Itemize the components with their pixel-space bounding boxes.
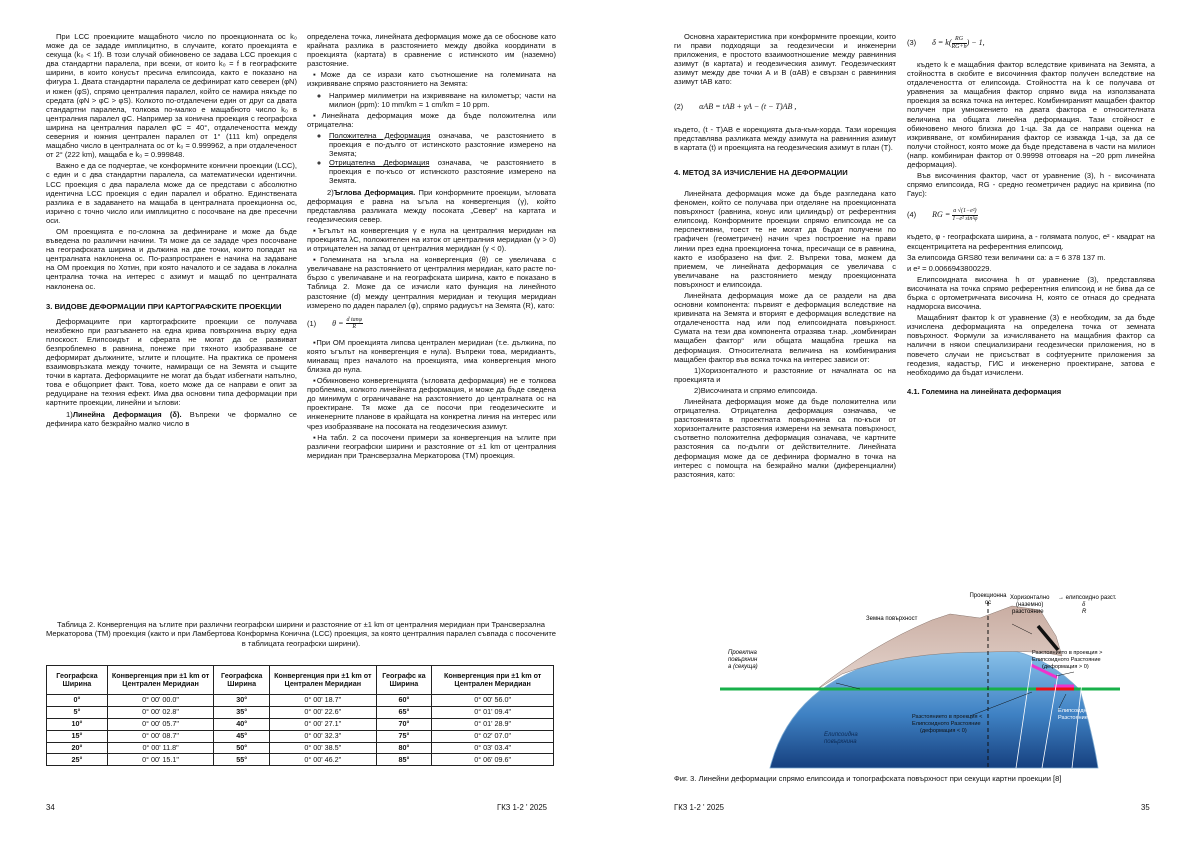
convergence-table — [46, 665, 554, 766]
text: Въпреки че формално се дефинира като безкрайно малко число в — [46, 409, 297, 428]
label-ellipsoid-dist: Елипсоидно — [1058, 708, 1090, 714]
denominator: RG+h — [951, 43, 967, 50]
label-ellipsoid-surface: Елипсоидна — [824, 732, 858, 738]
label-horizontal: Хоризонтално — [1010, 595, 1050, 601]
paragraph: определена точка, линейната деформация може да се обоснове като крайната разлика в разстоянието между двойка координати в проекцията (картата) в сравнение с истинското им (наземно) разстояние. — [307, 32, 556, 69]
table-header-row — [47, 666, 554, 695]
table-row — [47, 730, 554, 742]
latitude-cell: 75° — [376, 730, 432, 742]
figure-3-diagram — [720, 590, 1120, 770]
figure-caption: Фиг. 3. Линейни деформации спрямо елипсоида и топографската повърхност при секущи картни проекции [8] — [674, 774, 1062, 783]
latitude-cell: 55° — [214, 754, 270, 766]
journal-footer: ГКЗ 1-2 ' 2025 — [497, 803, 547, 812]
label-positive: Елипсоидното Разстояние — [1032, 657, 1101, 663]
paragraph: Линейната деформация може да бъде разгледана като феномен, който се получава при отделяне на проекционната повърхност (равнина, конус или цилиндър) от референтния елипсоид. Конформните проекции спрямо елипсоида не са перспективни, тоест те не могат да бъдат получени по графичен (геометричен) начин чрез построение на прави линии през една проекционна точка, пресичащи се в равнина, както е изобразено на фиг. 2. Въпреки това, можем да приемем, че линейната деформация се увеличава с увеличаване на разстоянието между проекционната повърхност и елипсоида. — [674, 188, 896, 289]
journal-footer: ГКЗ 1-2 ' 2025 — [674, 803, 724, 812]
latitude-cell: 30° — [214, 695, 270, 707]
label-negative: Елипсоидното Разстояние — [912, 721, 981, 727]
equation-lhs: RG = — [932, 210, 951, 220]
denominator: R — [352, 324, 357, 331]
table-header: Конвергенция при ±1 km от Централен Меридиан — [107, 666, 213, 695]
paragraph: и e² = 0.0066943800229. — [907, 263, 992, 273]
latitude-cell: 0° — [47, 695, 108, 707]
text: означава, че разстоянието в проекция е по-късо от истинското разстояние измерено на Земята. — [329, 158, 556, 186]
convergence-cell: 0° 00' 38.5" — [270, 742, 376, 754]
paragraph: Деформациите при картографските проекции се получава неизбежно при разгъването на една крива повърхнина върху една плоскост. Елипсоидът и сферата не могат да се развиват безпроблемно в равнина, понеже при тяхното изобразяване се деформират дължините, ъглите и площите. На практика се променя взаимовръзката между точките, намиращи се на Земята и същите точки в картата. Деформациите не могат да бъдат избегнати напълно, това е общоприет факт. Това, което може да се направи е опит за редуциране на техния ефект. Има два основни типа деформации при картните проекции, линейни и ъглови: — [46, 316, 297, 408]
paragraph: 2)Височината и спрямо елипсоида. — [694, 385, 818, 395]
convergence-cell: 0° 00' 15.1" — [107, 754, 213, 766]
page-number: 34 — [46, 803, 55, 812]
latitude-cell: 45° — [214, 730, 270, 742]
equation-lhs: θ = — [332, 318, 344, 328]
label-horizontal: разстояние — [1012, 609, 1044, 615]
subsection-heading: 4.1. Големина на линейната деформация — [907, 386, 1062, 396]
table-row — [47, 742, 554, 754]
denominator: 1−e² sin²φ — [952, 215, 978, 222]
table-header: Конвергенция при ±1 km от Централен Меридиан — [270, 666, 376, 695]
label-negative: (деформация < 0) — [920, 728, 967, 734]
legend-delta: δ — [1082, 602, 1086, 608]
label-ellipsoid-surface: повърхнина — [824, 739, 857, 745]
paragraph: Важно е да се подчертае, че конформните конични проекции (LCC), с един и с два стандартни паралела, са математически идентични. LCC проекция с два паралела може да се представи с абсолютно идентична LCC проекция с един паралел и обратно. Единствената разлика е в задаването на мащаба в централната проекционна ос, изрично с точно число или имплицитно с посочване на две пресечни оси. — [46, 161, 297, 225]
label-horizontal: (наземно) — [1016, 602, 1044, 608]
paragraph: където, φ - географската ширина, a - голямата полуос, e² - квадрат на ексцентрицитета на референтния елипсоид. — [907, 232, 1155, 251]
convergence-cell: 0° 00' 05.7" — [107, 718, 213, 730]
label-positive: (деформация > 0) — [1042, 664, 1089, 670]
convergence-cell: 0° 00' 22.6" — [270, 706, 376, 718]
latitude-cell: 80° — [376, 742, 432, 754]
bullet: ▪При ОМ проекцията липсва централен меридиан (т.е. дължина, по която ъгълът на конвергенция е нула). Въпреки това, меридиантъ, минаващ през началото на проекцията, има конвергенция много близка до нула. — [307, 337, 556, 374]
numerator: d tanφ — [346, 316, 362, 323]
paragraph — [307, 188, 556, 224]
latitude-cell: 35° — [214, 706, 270, 718]
page-number: 35 — [1141, 803, 1150, 812]
fraction — [346, 317, 364, 331]
paragraph: Елипсоидната височина h от уравнение (3), представлява височината на точка спрямо референтния елипсоид и не бива да се бърка с ортометричната височина H, която се отнася до средната надморска височина. — [907, 274, 1155, 312]
list-item: ◦ Например милиметри на изкривяване на километър; части на милион (ppm): 10 mm/km = 1 cm/km = 10 ppm. — [329, 91, 556, 109]
table-header: Конвергенция при ±1 km от Централен Меридиан — [432, 666, 554, 695]
convergence-cell: 0° 00' 18.7" — [270, 695, 376, 707]
label-surface: Земна повърхност — [866, 616, 918, 622]
paragraph: Мащабният фактор k от уравнение (3) е необходим, за да бъде изчислена деформацията на определена точка от земната повърхност. Формули за изчисляването на мащабния фактор са налични в някои специализирани геодезически приложения, но в повечето случаи не присъстват в софтуерните приложения за геодезия, кадастър, ГИС и инженерно проектиране, затова е необходимо да бъдат изчислени. — [907, 313, 1155, 377]
equation-4 — [907, 208, 1155, 222]
table-header: Географс ка Ширина — [376, 666, 432, 695]
paragraph: Основна характеристика при конформните проекции, които ги прави подходящи за геодезически и инженерни приложения, е простото взаимоотношение между равнинния азимут (в картата) и геодезическия азимут. Геодезическият азимут между две точки А и В (αAB) е свързан с равнинния азимут tAB като: — [674, 32, 896, 87]
fraction — [952, 36, 967, 50]
convergence-cell: 0° 01' 09.4" — [432, 706, 554, 718]
table-row — [47, 718, 554, 730]
label-ellipsoid-dist: Разстояние — [1058, 715, 1088, 721]
numerator: a √(1−e²) — [953, 208, 977, 215]
convergence-cell: 0° 03' 03.4" — [432, 742, 554, 754]
paragraph: 1)Хоризонталното и разстояние от началната ос на проекцията и — [674, 365, 896, 384]
convergence-cell: 0° 00' 56.0" — [432, 695, 554, 707]
list-number: 2) — [327, 187, 334, 197]
paragraph: Във височинния фактор, част от уравнение (3), h - височината спрямо елипсоида, RG - средно геометричен радиус на кривина (по Гаус): — [907, 171, 1155, 199]
right-column-1 — [674, 32, 896, 481]
sub-list — [307, 91, 556, 109]
paragraph: Линейната деформация може да се раздели на два основни компонента: първият е деформация вследствие на кривината на Земята и вторият е деформация вследствие на отдалечеността над или под елипсоидната повърхност. Сумата на тези два компонента отразява т.нар. „комбиниран мащабен фактор“ или общата мащабна грешка на деформация. Относителната величина на комбинирания мащабен фактор във всяка точка на интерес зависи от: — [674, 290, 896, 364]
sub-list — [307, 131, 556, 186]
convergence-cell: 0° 00' 11.8" — [107, 742, 213, 754]
bullet: ▪На табл. 2 са посочени примери за конвергенция на ъглите при различни географски ширини и разстояние от ±1 km от централния меридиан при Трансверзална Меркаторова (ТМ) проекция. — [307, 432, 556, 460]
list-item — [329, 158, 556, 185]
legend-r: R — [1082, 609, 1087, 615]
label-projection: а (секуща) — [728, 664, 758, 670]
equation-number: (4) — [907, 210, 917, 220]
convergence-cell: 0° 06' 09.6" — [432, 754, 554, 766]
paragraph: Линейната деформация може да бъде положителна или отрицателна. Отрицателна деформация означава, че разстоянията в проектната повърхнина са по-къси от хоризонталните разстояния измерени на земната повърхност, съответно положителна деформация означава, че картните разстояния са по-дълги от действителните. Линейната деформация може да се дефинира формално в точка на интерес с помощта на безкрайно малки (диференциални) разстояния, като: — [674, 397, 896, 479]
legend-ellipsoid: → елипсоидно разст. — [1058, 595, 1117, 601]
left-column-2 — [307, 32, 556, 462]
paragraph: където k е мащабния фактор вследствие кривината на Земята, а стойността в скобите е височинния фактор получен вследствие на отдалечеността от елипсоида. Стойността на k се получава от уравнения за мащабния фактор спрямо вида на използваната проекция за всяка точка на интерес. Комбинираният мащабен фактор получен при умножението на двата фактора е относителната величина на общата линейна деформация. Тази стойност е обикновено много близка до 1-ца. За да се направи оценка на изкривяване, от комбинирания фактор се изважда 1-ца, за да се получи стойност, която може да бъде представена в части на милион (напр. комбиниран фактор от 0.99998 отговаря на −20 ppm линейна деформация). — [907, 60, 1155, 170]
paragraph: При LCC проекциите мащабното число по проекционната ос k₀ може да се зададе имплицитно, в случаите, когато проекцията е секуща (k₀ < 1f). В този случай обикновено се задава LCC проекция с два стандартни паралела, при всеки, от които k₀ = f в географските ширини, в които конусът пресича елипсоида, както е показано на фигура 1. Двата стандартни паралела се дефинират като северен (φN) и южен (φS), спрямо централния паралел, който се намира някъде по средата (φN > φC > φS). Колкото по-отдалечени един от друг са двата стандартни паралела, толкова по-малко е мащабното число k₀ в централния паралел φC. Например за конична проекция с географска ширина на централния паралел φC = 40°, отдалечеността между северния и южния централен паралел от 1° (111 km) определя мащабно число в централната ос от k₀ = 0.999962, а при отдалеченост от 2° (222 km), мащаба е k₀ = 0.999848. — [46, 32, 297, 160]
equation-1 — [307, 317, 556, 331]
equation-3: (3) δ = k( $\frac{RG}{RG+h}$ ) − 1, — [907, 36, 985, 50]
latitude-cell: 40° — [214, 718, 270, 730]
table-row — [47, 706, 554, 718]
latitude-cell: 10° — [47, 718, 108, 730]
left-column-1 — [46, 32, 297, 430]
section-heading: 4. МЕТОД ЗА ИЗЧИСЛЕНИЕ НА ДЕФОРМАЦИИ — [674, 167, 848, 177]
bullet: ▪Обикновено конвергенцията (ъгловата деформация) не е толкова проблемна, колкото линейната деформация, и може да бъде сведена до минимум с ограничаване на разстоянието до централната ос на проектиране. Тя може да се посочи при геодезическите и инженерните планове в крайщата на конкретна линия на интерес или чрез изобразяване на посоката на геодезическия азимут. — [307, 376, 556, 431]
equation-number: (3) — [907, 37, 917, 47]
convergence-cell: 0° 00' 00.0" — [107, 695, 213, 707]
label-positive: Разстоянието в проекция > — [1032, 650, 1103, 656]
paragraph: където, (t - T)AB е корекцията дъга-към-хорда. Тази корекция представлява разликата между азимута на равнинния азимут в картата (t) и проекцията на геодезическия азимут в план (T). — [674, 124, 896, 152]
paragraph: За елипсоида GRS80 тези величини са: a = 6 378 137 m. — [907, 252, 1106, 262]
equation-body: αAB = tAB + γA − (t − T)AB , — [699, 101, 797, 111]
term: Линейна Деформация (δ). — [72, 409, 182, 419]
paragraph — [46, 410, 297, 428]
latitude-cell: 60° — [376, 695, 432, 707]
convergence-cell: 0° 00' 32.3" — [270, 730, 376, 742]
latitude-cell: 65° — [376, 706, 432, 718]
term: Положителна Деформация — [329, 130, 431, 140]
text: При конформните проекции, ъгловата деформация е равна на ъгъла на конвергенция (γ), който представлява разликата между посоката „Север“ на картата и геодезическия север. — [307, 187, 556, 224]
bullet: ▪Големината на ъгъла на конвергенция (θ) се увеличава с увеличаване на разстоянието от централния меридиан, като расте по-бързо с увеличаване и на географската ширина, както е показано в Таблица 2. Може да се изчисли като функция на линейното разстояние (d) между централния меридиан и текущия меридиан измерено по даден паралел (φ), спрямо радиусът на Земята (R), като: — [307, 255, 556, 310]
equation-rhs: − 1, — [971, 37, 985, 47]
latitude-cell: 5° — [47, 706, 108, 718]
equation-lhs: δ = k — [932, 37, 949, 47]
table-header: Географска Ширина — [214, 666, 270, 695]
fraction — [952, 208, 977, 222]
equation-2 — [674, 102, 896, 111]
right-column-2 — [907, 32, 1155, 402]
table-caption: Таблица 2. Конвергенция на ъглите при различни географски ширини и разстояние от ±1 km от централния меридиан при Трансверзална Меркаторова (ТМ) проекция (както и при Ламбертова Конформна Конична (LCC) проекция, за която централния паралел съвпада с посочените в таблицата географски ширини). — [46, 620, 557, 648]
equation-number: (1) — [307, 318, 317, 328]
equation-number: (2) — [674, 101, 684, 111]
latitude-cell: 20° — [47, 742, 108, 754]
convergence-cell: 0° 02' 07.0" — [432, 730, 554, 742]
convergence-cell: 0° 00' 46.2" — [270, 754, 376, 766]
table-header: Географска Ширина — [47, 666, 108, 695]
latitude-cell: 25° — [47, 754, 108, 766]
convergence-cell: 0° 01' 28.9" — [432, 718, 554, 730]
label-axis: Проекционна — [969, 593, 1007, 599]
table-row — [47, 754, 554, 766]
numerator: RG — [952, 36, 967, 44]
table-row — [47, 695, 554, 707]
table-body — [47, 695, 554, 766]
term: Отрицателна Деформация — [329, 158, 430, 168]
label-projection: повърхнин — [728, 657, 758, 663]
latitude-cell: 50° — [214, 742, 270, 754]
latitude-cell: 15° — [47, 730, 108, 742]
bullet: ▪Ъгълът на конвергенция γ е нула на централния меридиан на проекцията λC, положителен на изток от централния меридиан (γ > 0) и отрицателен на запад от централния меридиан (γ < 0). — [307, 225, 556, 254]
convergence-cell: 0° 00' 08.7" — [107, 730, 213, 742]
text: означава, че разстоянието в проекция е по-дълго от истинското разстояние измерено на Земята; — [329, 130, 556, 159]
bullet: ▪Може да се изрази като съотношение на големината на изкривяване спрямо разстоянието на Земята: — [307, 70, 556, 89]
bullet: ▪Линейната деформация може да бъде положителна или отрицателна: — [307, 110, 556, 129]
paragraph: ОМ проекцията е по-сложна за дефиниране и може да бъде въведена по различни начини. Тя може да се зададе чрез посочване на географската ширина и дължина на две точки, които попадат на централната наклонена ос. По-разпространен е начина на задаване на ОМ проекция по Хотин, при която началото и се задава в локална централна точка на интерес с азимут и мащаб по централната наклонена ос. — [46, 226, 297, 291]
page-35 — [600, 0, 1200, 849]
section-heading: 3. ВИДОВЕ ДЕФОРМАЦИИ ПРИ КАРТОГРАФСКИТЕ ПРОЕКЦИИ — [46, 301, 282, 311]
latitude-cell: 85° — [376, 754, 432, 766]
label-negative: Разстоянието в проекция < — [912, 714, 983, 720]
latitude-cell: 70° — [376, 718, 432, 730]
label-axis: ос — [984, 600, 992, 606]
convergence-cell: 0° 00' 27.1" — [270, 718, 376, 730]
term: Ъглова Деформация. — [333, 187, 416, 197]
label-projection: Проектна — [728, 650, 757, 656]
list-number: 1) — [66, 409, 73, 419]
list-item — [329, 131, 556, 158]
convergence-cell: 0° 00' 02.8" — [107, 706, 213, 718]
